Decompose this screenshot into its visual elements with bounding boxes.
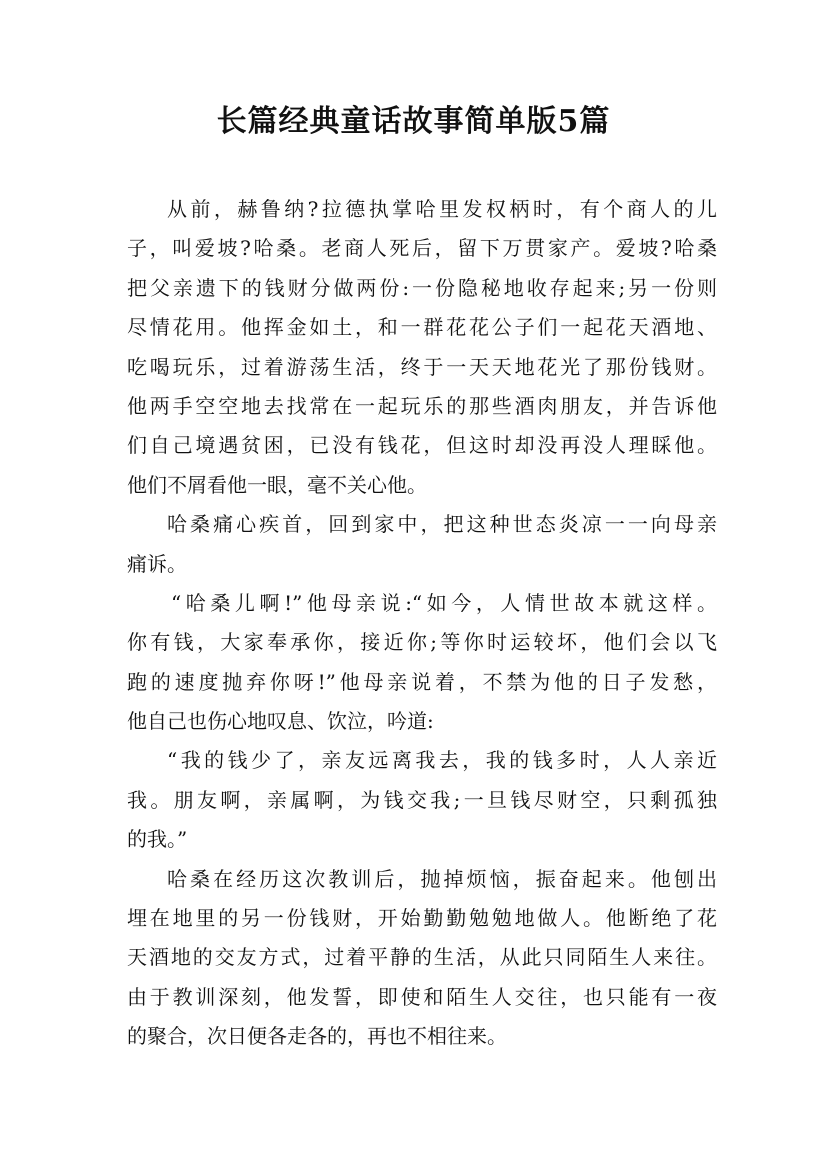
text-line: 把父亲遗下的钱财分做两份:一份隐秘地收存起来;另一份则 [127,275,717,300]
text-line: “哈桑儿啊!”他母亲说:“如今，人情世故本就这样。 [171,590,717,615]
text-line: 他两手空空地去找常在一起玩乐的那些酒肉朋友，并告诉他 [127,393,717,418]
text-line: 他自己也伤心地叹息、饮泣，吟道: [127,709,434,734]
text-line: 他们不屑看他一眼，毫不关心他。 [127,472,427,497]
text-line: 天酒地的交友方式，过着平静的生活，从此只同陌生人来往。 [127,945,717,970]
text-line: 的我。” [127,827,188,852]
text-line: “我的钱少了，亲友远离我去，我的钱多时，人人亲近 [167,748,717,773]
text-line: 吃喝玩乐，过着游荡生活，终于一天天地花光了那份钱财。 [127,354,717,379]
document-title: 长篇经典童话故事简单版5篇 [216,104,611,139]
text-line: 的聚合，次日便各走各的，再也不相往来。 [127,1024,507,1049]
document-body [127,190,717,1057]
text-line: 埋在地里的另一份钱财，开始勤勤勉勉地做人。他断绝了花 [127,906,717,931]
text-line: 痛诉。 [127,551,187,576]
text-line: 哈桑痛心疾首，回到家中，把这种世态炎凉一一向母亲 [167,512,717,537]
text-line: 尽情花用。他挥金如土，和一群花花公子们一起花天酒地、 [127,315,717,340]
text-line: 我。朋友啊，亲属啊，为钱交我;一旦钱尽财空，只剩孤独 [127,787,717,812]
text-line: 哈桑在经历这次教训后，抛掉烦恼，振奋起来。他刨出 [167,866,717,891]
text-line: 子，叫爱坡?哈桑。老商人死后，留下万贯家产。爱坡?哈桑 [127,236,717,261]
text-line: 跑的速度抛弃你呀!”他母亲说着，不禁为他的日子发愁， [127,669,717,694]
text-line: 你有钱，大家奉承你，接近你;等你时运较坏，他们会以飞 [127,630,717,655]
text-line: 们自己境遇贫困，已没有钱花，但这时却没再没人理睬他。 [127,433,717,458]
text-line: 由于教训深刻，他发誓，即使和陌生人交往，也只能有一夜 [127,984,717,1009]
text-line: 从前，赫鲁纳?拉德执掌哈里发权柄时，有个商人的儿 [167,197,717,221]
